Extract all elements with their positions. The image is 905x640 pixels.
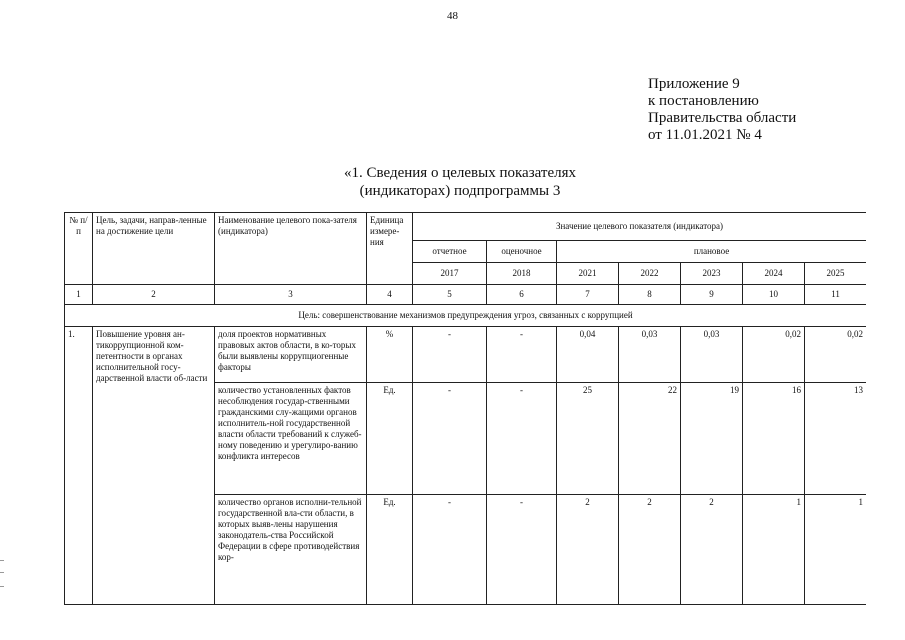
appendix-line: от 11.01.2021 № 4 (648, 127, 762, 143)
column-number-row (65, 285, 867, 305)
unit-cell: % (367, 327, 413, 383)
value-cell: 0,02 (743, 327, 805, 383)
column-number: 5 (413, 285, 487, 305)
column-number: 1 (65, 285, 93, 305)
header-goal: Цель, задачи, направ-ленные на достижение цели (93, 213, 215, 285)
scan-edge-mark (0, 572, 4, 573)
value-cell: 0,04 (557, 327, 619, 383)
column-number: 4 (367, 285, 413, 305)
column-number: 2 (93, 285, 215, 305)
value-cell: 25 (557, 383, 619, 495)
header-year: 2017 (413, 263, 487, 285)
column-number: 9 (681, 285, 743, 305)
header-value: Значение целевого показателя (индикатора) (413, 213, 867, 241)
document-title (300, 164, 620, 200)
value-cell: - (487, 327, 557, 383)
goal-row (65, 305, 867, 327)
unit-cell: Ед. (367, 495, 413, 605)
header-unit: Единица измере-ния (367, 213, 413, 285)
item-goal: Повышение уровня ан-тикоррупционной ком-петентности в органах исполнительной госу-дарственной власти об-ласти (93, 327, 215, 605)
item-number: 1. (65, 327, 93, 605)
value-cell: 13 (805, 383, 867, 495)
header-indicator: Наименование целевого пока-зателя (индикатора) (215, 213, 367, 285)
value-cell: - (413, 327, 487, 383)
value-cell: 16 (743, 383, 805, 495)
unit-cell: Ед. (367, 383, 413, 495)
indicator-name: доля проектов нормативных правовых актов области, в ко-торых были выявлены коррупциогенные факторы (215, 327, 367, 383)
value-cell: 2 (619, 495, 681, 605)
value-cell: 0,03 (619, 327, 681, 383)
value-cell: - (487, 383, 557, 495)
scan-edge-mark (0, 586, 4, 587)
header-year: 2024 (743, 263, 805, 285)
value-cell: 0,03 (681, 327, 743, 383)
header-year: 2025 (805, 263, 867, 285)
header-num: № п/п (65, 213, 93, 285)
column-number: 3 (215, 285, 367, 305)
appendix-block (648, 76, 796, 144)
value-cell: 1 (805, 495, 867, 605)
value-cell: 2 (681, 495, 743, 605)
value-cell: 1 (743, 495, 805, 605)
column-number: 7 (557, 285, 619, 305)
value-cell: - (487, 495, 557, 605)
column-number: 11 (805, 285, 867, 305)
indicator-name: количество установленных фактов несоблюдения государ-ственными гражданскими слу-жащими органов исполнитель-ной государственной власти области требований к служеб-ному поведению и урегулиро-ванию конфликта интересов (215, 383, 367, 495)
value-cell: - (413, 383, 487, 495)
header-year: 2021 (557, 263, 619, 285)
appendix-line: Правительства области (648, 110, 797, 126)
page-number: 48 (447, 10, 458, 22)
goal-line: Цель: совершенствование механизмов предупреждения угроз, связанных с коррупцией (65, 305, 867, 327)
indicators-table (64, 212, 866, 605)
header-year: 2023 (681, 263, 743, 285)
indicators-table-wrap (64, 212, 866, 640)
column-number: 8 (619, 285, 681, 305)
appendix-line: Приложение 9 (648, 76, 740, 92)
value-cell: 22 (619, 383, 681, 495)
appendix-line: к постановлению (648, 93, 759, 109)
column-number: 6 (487, 285, 557, 305)
header-estimated: оценочное (487, 241, 557, 263)
table-row (65, 327, 867, 383)
header-planned: плановое (557, 241, 867, 263)
value-cell: - (413, 495, 487, 605)
value-cell: 0,02 (805, 327, 867, 383)
indicator-name: количество органов исполни-тельной государственной вла-сти области, в которых выяв-лены нарушения законодатель-ства Российской Федерации в сфере противодействия кор- (215, 495, 367, 605)
column-number: 10 (743, 285, 805, 305)
title-line: «1. Сведения о целевых показателях (344, 165, 576, 181)
header-reporting: отчетное (413, 241, 487, 263)
scan-edge-mark (0, 560, 4, 561)
value-cell: 19 (681, 383, 743, 495)
value-cell: 2 (557, 495, 619, 605)
header-year: 2022 (619, 263, 681, 285)
header-year: 2018 (487, 263, 557, 285)
title-line: (индикаторах) подпрограммы 3 (359, 183, 561, 199)
